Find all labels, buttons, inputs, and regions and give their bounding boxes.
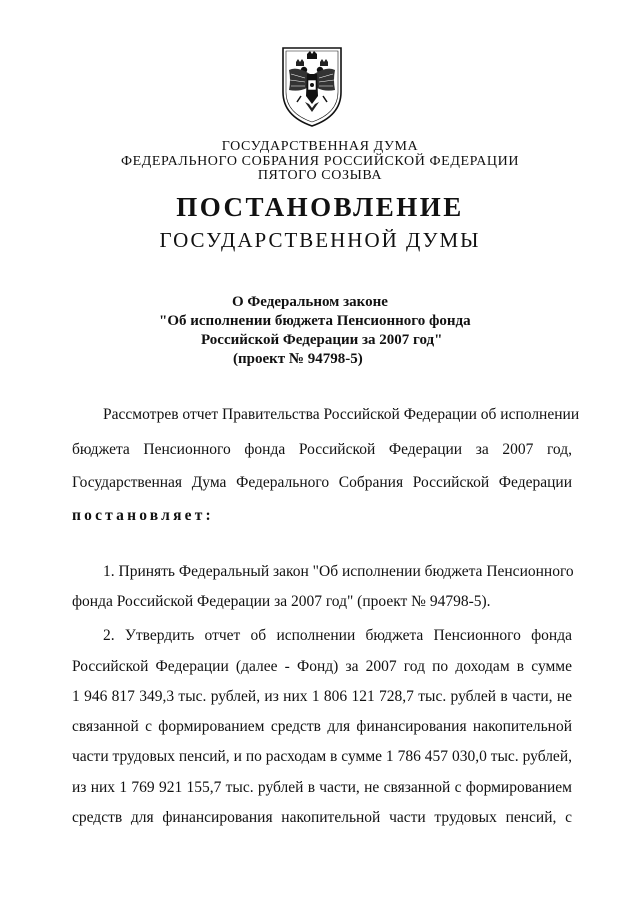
about-line-3: Российской Федерации за 2007 год" bbox=[201, 332, 443, 348]
item1-line-1: 1. Принять Федеральный закон "Об исполнении бюджета Пенсионного bbox=[103, 563, 574, 580]
about-line-1: О Федеральном законе bbox=[232, 294, 388, 310]
item1-line-2: фонда Российской Федерации за 2007 год" (проект № 94798-5). bbox=[72, 593, 491, 610]
item2-line-6: из них 1 769 921 155,7 тыс. рублей в части, не связанной с формированием bbox=[72, 779, 572, 796]
item2-line-4: связанной с формированием средств для финансирования накопительной bbox=[72, 718, 572, 735]
item2-line-1: 2. Утвердить отчет об исполнении бюджета Пенсионного фонда bbox=[103, 627, 572, 644]
item2-line-3: 1 946 817 349,3 тыс. рублей, из них 1 806 121 728,7 тыс. рублей в части, не bbox=[72, 688, 572, 705]
issuer-line-2: ФЕДЕРАЛЬНОГО СОБРАНИЯ РОССИЙСКОЙ ФЕДЕРАЦИИ bbox=[120, 154, 520, 169]
document-title: ПОСТАНОВЛЕНИЕ bbox=[176, 192, 464, 222]
preamble-resolves: постановляет: bbox=[72, 507, 214, 524]
coat-of-arms-emblem bbox=[277, 40, 347, 128]
about-line-4: (проект № 94798-5) bbox=[233, 351, 363, 367]
convocation-line: ПЯТОГО СОЗЫВА bbox=[257, 168, 383, 183]
about-line-2: "Об исполнении бюджета Пенсионного фонда bbox=[159, 313, 471, 329]
document-subtitle: ГОСУДАРСТВЕННОЙ ДУМЫ bbox=[159, 228, 481, 252]
item2-line-2: Российской Федерации (далее - Фонд) за 2007 год по доходам в сумме bbox=[72, 658, 572, 675]
preamble-line-2: бюджета Пенсионного фонда Российской Федерации за 2007 год, bbox=[72, 441, 572, 458]
issuer-line-1: ГОСУДАРСТВЕННАЯ ДУМА bbox=[221, 139, 419, 154]
preamble-line-1: Рассмотрев отчет Правительства Российской Федерации об исполнении bbox=[103, 406, 580, 423]
item2-line-7: средств для финансирования накопительной части трудовых пенсий, с bbox=[72, 809, 572, 826]
preamble-line-3: Государственная Дума Федерального Собрания Российской Федерации bbox=[72, 474, 572, 491]
item2-line-5: части трудовых пенсий, и по расходам в сумме 1 786 457 030,0 тыс. рублей, bbox=[72, 748, 572, 765]
